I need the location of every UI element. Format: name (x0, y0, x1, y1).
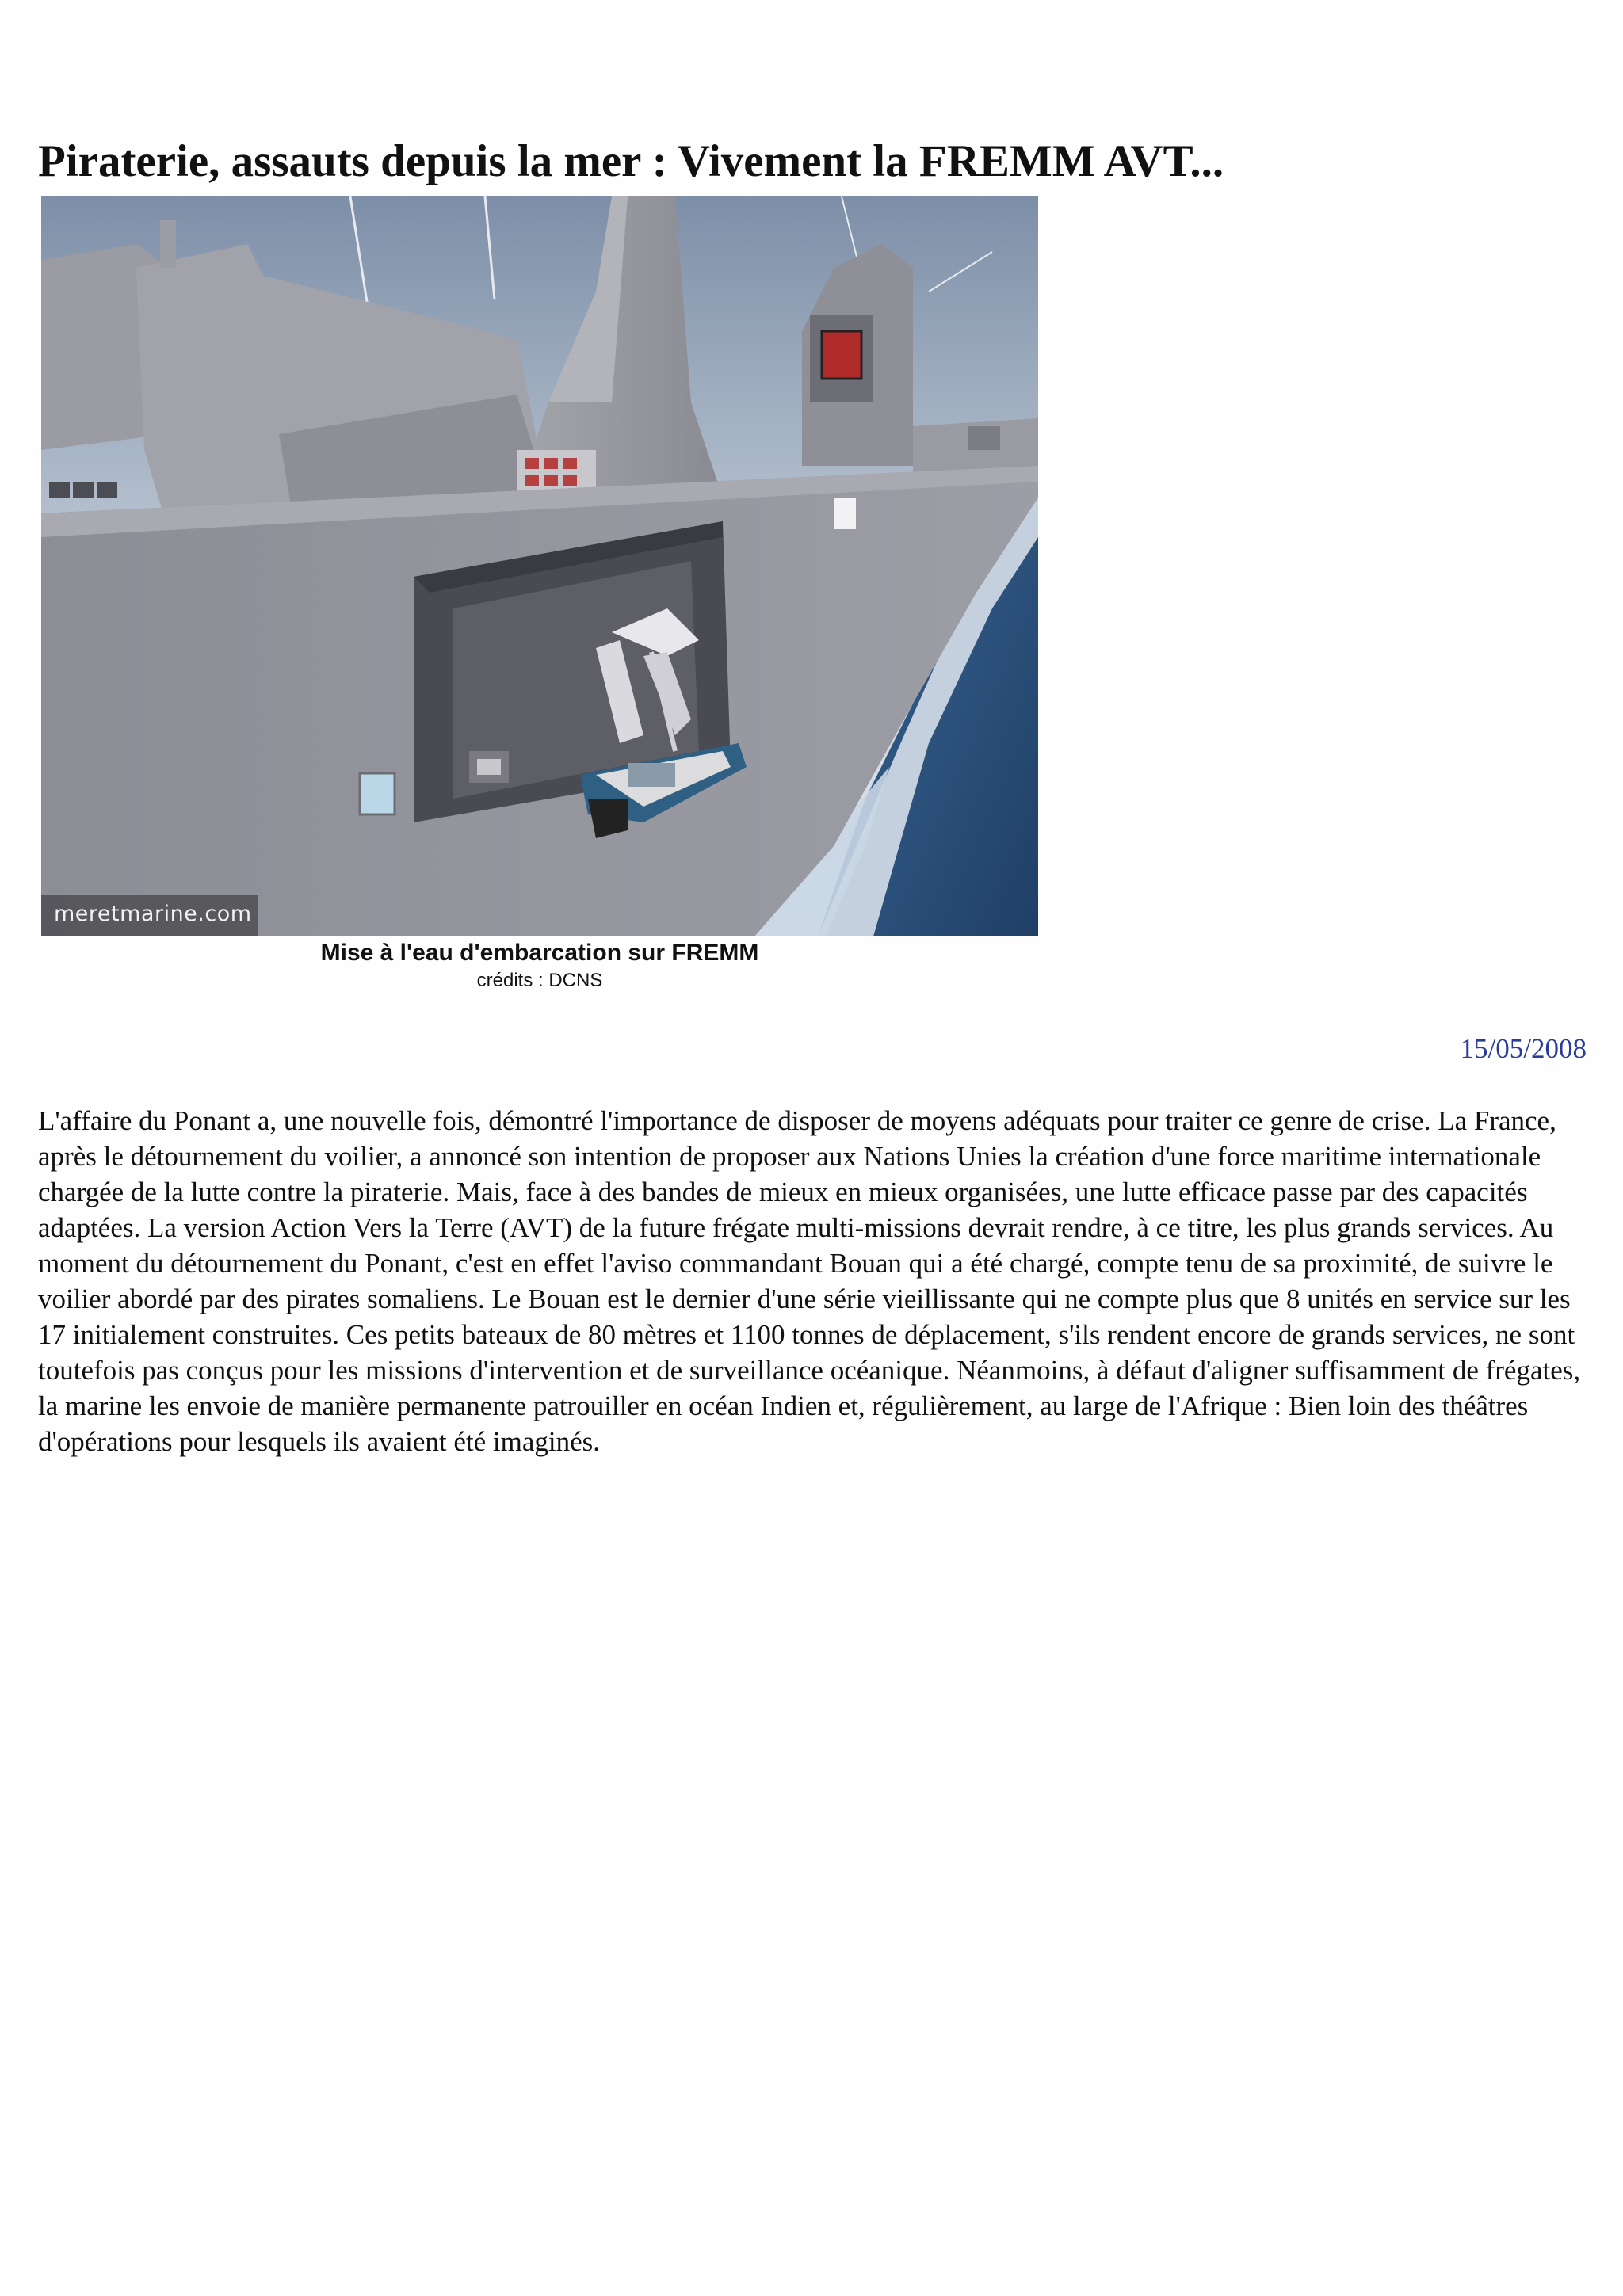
frigate-illustration (41, 196, 1038, 936)
caption-credits: crédits : DCNS (476, 970, 603, 991)
image-watermark (41, 895, 258, 936)
publication-date: 15/05/2008 (1460, 1033, 1587, 1064)
image-caption (41, 936, 1038, 992)
caption-text: Mise à l'eau d'embarcation sur FREMM (320, 940, 759, 966)
article-body: L'affaire du Ponant a, une nouvelle fois, démontré l'importance de disposer de moyens adéquats pour traiter ce genre de crise. La France, après le détournement du voilier, a annoncé son intention de proposer aux Nations Unies la création d'une force maritime internationale chargée de la lutte contre la piraterie. Mais, face à des bandes de mieux en mieux organisées, une lutte efficace passe par des capacités adaptées. La version Action Vers la Terre (AVT) de la future frégate multi-missions devrait rendre, à ce titre, les plus grands services. Au moment du détournement du Ponant, c'est en effet l'aviso commandant Bouan qui a été chargé, compte tenu de sa proximité, de suivre le voilier abordé par des pirates somaliens. Le Bouan est le dernier d'une série vieillissante qui ne compte plus que 8 unités en service sur les 17 initialement construites. Ces petits bateaux de 80 mètres et 1100 tonnes de déplacement, s'ils rendent encore de grands services, ne sont toutefois pas conçus pour les missions d'intervention et de surveillance océanique. Néanmoins, à défaut d'aligner suffisamment de frégates, la marine les envoie de manière permanente patrouiller en océan Indien et, régulièrement, au large de l'Afrique : Bien loin des théâtres d'opérations pour lesquels ils avaient été imaginés. (38, 1105, 1581, 1457)
watermark-text: meretmarine.com (54, 902, 252, 926)
frigate-render-image (41, 196, 1038, 936)
article-title: Piraterie, assauts depuis la mer : Vivement la FREMM AVT... (38, 136, 1224, 186)
